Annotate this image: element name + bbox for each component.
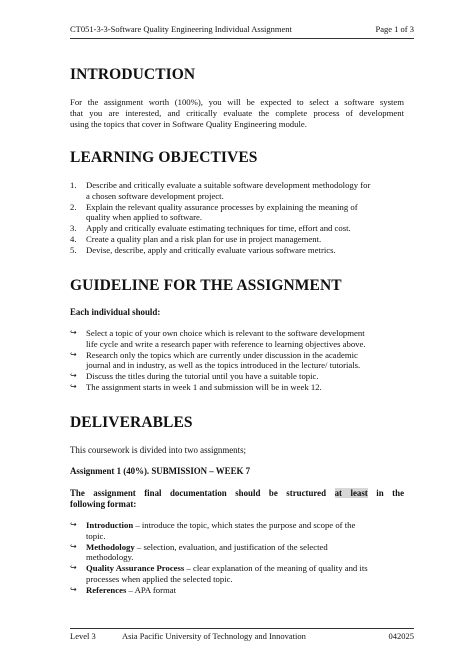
page-header [70,24,414,34]
text-line: following format: [70,499,137,509]
section-title-introduction: INTRODUCTION [70,66,196,83]
section-title-learning-objectives: LEARNING OBJECTIVES [70,149,258,166]
introduction-paragraph [70,97,404,129]
deliverables-intro: This coursework is divided into two assignments; [70,445,247,455]
item-number: 1. [70,180,77,190]
text-line: processes when applied the selected topic. [86,573,233,584]
text-line: using the topics that cover in Software Quality Engineering module. [70,118,307,129]
deliverables-list [70,520,410,596]
list-item [70,382,410,393]
text-line: topic. [86,530,106,541]
text-line: Devise, describe, apply and critically evaluate various software metrics. [86,244,336,255]
guideline-subheading: Each individual should: [70,307,161,317]
footer-university: Asia Pacific University of Technology and Innovation [122,631,306,641]
item-term: Introduction [86,520,134,530]
arrow-bullet-icon: ↪ [70,520,77,529]
arrow-bullet-icon: ↪ [70,541,77,551]
text-line: Apply and critically evaluate estimating techniques for time, effort and cost. [86,223,351,234]
text-line: that you are interested, and critically evaluate the complete process of development [70,107,404,118]
assignment-1-heading: Assignment 1 (40%). SUBMISSION – WEEK 7 [70,466,251,476]
text-line [86,520,410,531]
list-item [70,371,410,382]
list-item [70,563,410,585]
item-number: 4. [70,233,77,244]
list-item [70,245,410,256]
arrow-bullet-icon: ↪ [70,584,77,594]
text-line: quality when applied to software. [86,212,203,223]
item-number: 3. [70,223,77,234]
footer-level: Level 3 [70,631,96,641]
text-line: life cycle and write a research paper with reference to learning objectives above. [86,338,366,349]
item-number: 2. [70,201,77,212]
item-description: – selection, evaluation, and justification of the selected [134,541,328,552]
section-title-deliverables: DELIVERABLES [70,414,193,431]
text-line: Select a topic of your own choice which is relevant to the software development [86,328,365,338]
arrow-bullet-icon: ↪ [70,381,77,391]
highlighted-text: at least [334,488,368,498]
header-rule [70,38,414,39]
text-line: Create a quality plan and a risk plan for use in project management. [86,233,322,244]
text-line: a chosen software development project. [86,190,224,201]
list-item [70,520,410,542]
list-item [70,234,410,245]
text-line: journal and in industry, as well as the topics introduced in the lecture/ tutorials. [86,360,361,371]
arrow-bullet-icon: ↪ [70,563,77,573]
text-line: Discuss the titles during the tutorial until you have a suitable topic. [86,371,319,382]
footer-rule [70,628,414,629]
structure-text: The assignment final documentation should be structured [70,488,327,498]
text-line: methodology. [86,552,134,563]
text-line: Research only the topics which are currently under discussion in the academic [86,349,358,360]
footer-code: 042025 [388,631,414,641]
structure-statement [70,488,404,510]
text-line: For the assignment worth (100%), you will be expected to select a software system [70,97,404,107]
arrow-bullet-icon: ↪ [70,349,77,359]
list-item [70,328,410,350]
header-page-number: Page 1 of 3 [375,24,414,34]
text-line [86,585,410,596]
list-item [70,202,410,224]
text-line [86,563,410,574]
list-item [70,542,410,564]
arrow-bullet-icon: ↪ [70,371,77,381]
item-description: – clear explanation of the meaning of quality and its [184,563,368,574]
list-item [70,585,410,596]
section-title-guideline: GUIDELINE FOR THE ASSIGNMENT [70,277,342,294]
item-term: Methodology [86,541,135,552]
text-line: The assignment starts in week 1 and submission will be in week 12. [86,381,322,392]
item-number: 5. [70,244,77,255]
structure-text: in the [376,488,405,498]
text-line [70,488,404,499]
guideline-list [70,328,410,393]
list-item [70,350,410,372]
list-item [70,180,410,202]
arrow-bullet-icon: ↪ [70,328,77,337]
item-term: Quality Assurance Process [86,563,185,574]
item-description: – introduce the topic, which states the purpose and scope of the [133,520,356,530]
header-title: CT051-3-3-Software Quality Engineering Individual Assignment [70,24,292,34]
objectives-list [70,180,410,256]
text-line: Describe and critically evaluate a suitable software development methodology for [86,180,371,190]
item-description: – APA format [126,584,176,595]
text-line [86,542,410,553]
item-term: References [86,584,127,595]
list-item [70,223,410,234]
text-line: Explain the relevant quality assurance processes by explaining the meaning of [86,201,358,212]
